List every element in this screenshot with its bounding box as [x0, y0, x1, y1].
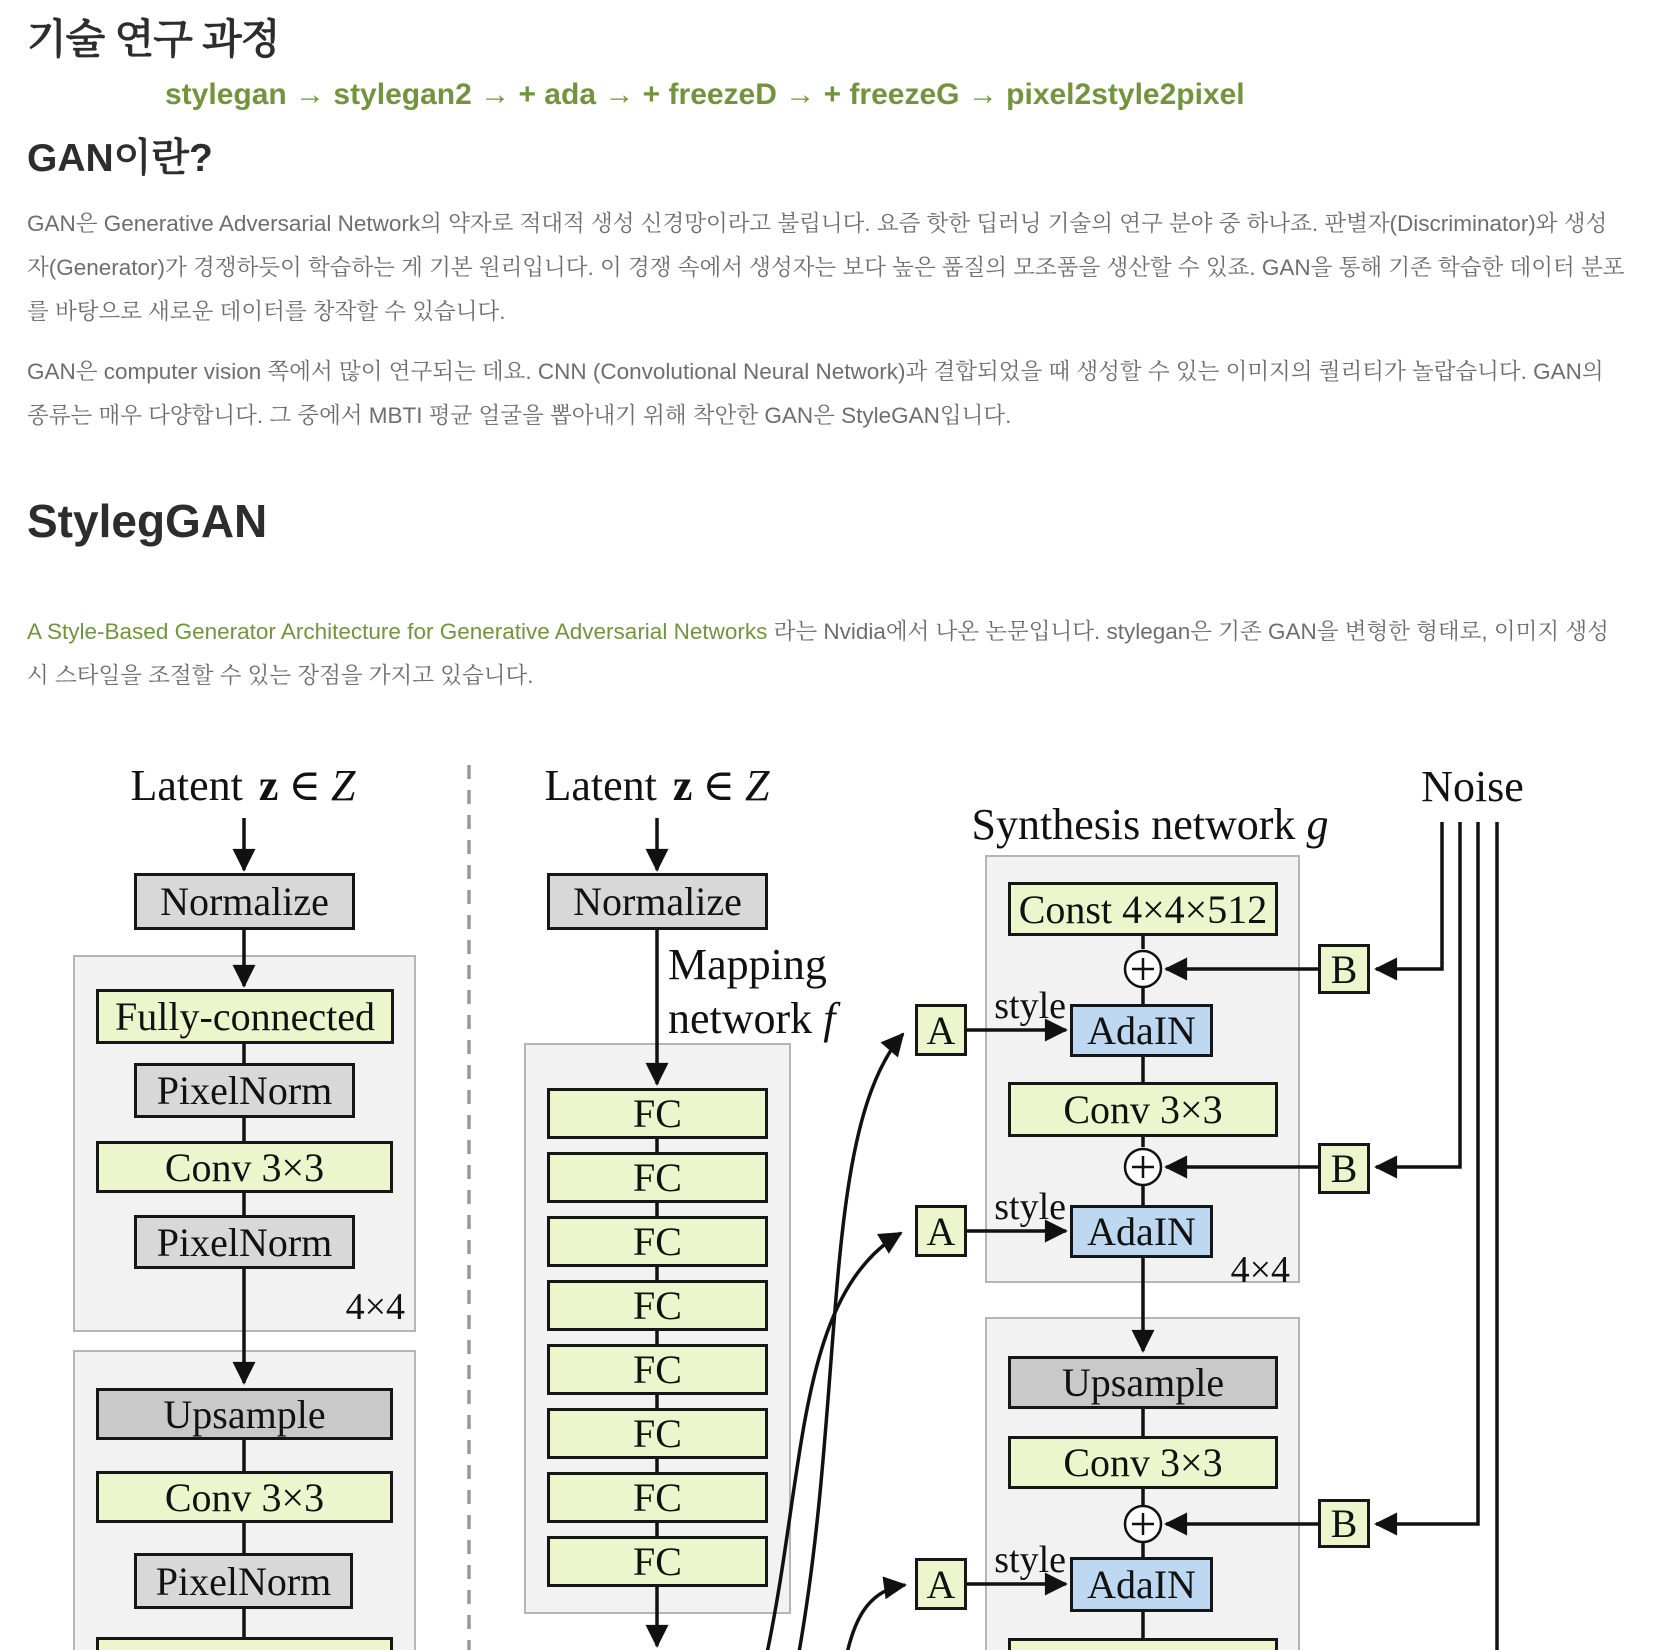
- box-b-3: B: [1318, 1499, 1370, 1548]
- page-title: 기술 연구 과정: [27, 16, 280, 62]
- box-adain-1: AdaIN: [1070, 1004, 1213, 1057]
- box-conv-right-1: Conv 3×3: [1008, 1082, 1278, 1137]
- box-conv-left-2: Conv 3×3: [96, 1471, 393, 1523]
- box-conv-right-3-cut: [1008, 1638, 1278, 1650]
- box-fc-8: FC: [547, 1536, 768, 1587]
- pipeline-text: stylegan → stylegan2 → + ada → + freezeD → + freezeG → pixel2style2pixel: [165, 78, 1245, 111]
- latent-label-left: Latent z ∈ Z: [130, 761, 356, 810]
- style-label-3: style: [994, 1539, 1066, 1581]
- box-conv-left-3-cut: [96, 1637, 393, 1650]
- resolution-label-left: 4×4: [345, 1286, 405, 1328]
- box-upsample-left: Upsample: [96, 1388, 393, 1440]
- box-fc-5: FC: [547, 1344, 768, 1395]
- paper-link[interactable]: A Style-Based Generator Architecture for Generative Adversarial Networks: [27, 619, 768, 644]
- stylegan-paragraph: [27, 610, 1627, 698]
- box-normalize-middle: Normalize: [547, 873, 768, 930]
- box-fc-3: FC: [547, 1216, 768, 1267]
- box-b-2: B: [1318, 1143, 1370, 1194]
- box-const: Const 4×4×512: [1008, 882, 1278, 936]
- box-conv-left-1: Conv 3×3: [96, 1141, 393, 1193]
- box-pixelnorm-3: PixelNorm: [134, 1553, 353, 1609]
- stylegan-architecture-figure[interactable]: [0, 700, 1670, 1650]
- style-label-2: style: [994, 1186, 1066, 1228]
- resolution-label-right: 4×4: [1230, 1249, 1290, 1291]
- box-fc-6: FC: [547, 1408, 768, 1459]
- box-adain-2: AdaIN: [1070, 1205, 1213, 1258]
- box-upsample-right: Upsample: [1008, 1356, 1278, 1409]
- gan-paragraph-2: GAN은 computer vision 쪽에서 많이 연구되는 데요. CNN (Convolutional Neural Network)과 결합되었을 때 생성할 수 있는 이미지의 퀄리티가 놀랍습니다. GAN의 종류는 매우 다양합니다. 그 중에서 MBTI 평균 얼굴을 뽑아내기 위해 착안한 GAN은 StyleGAN입니다.: [27, 359, 1604, 428]
- stylegan-paragraph-rest: 라는 Nvidia에서 나온 논문입니다. stylegan은 기존 GAN을 변형한 형태로, 이미지 생성 시 스타일을 조절할 수 있는 장점을 가지고 있습니다.: [27, 619, 1609, 688]
- synthesis-network-label: Synthesis network g: [971, 800, 1329, 849]
- section-heading-gan: GAN이란?: [27, 137, 213, 180]
- gan-paragraph-1: GAN은 Generative Adversarial Network의 약자로 적대적 생성 신경망이라고 불립니다. 요즘 핫한 딥러닝 기술의 연구 분야 중 하나죠. 판별자(Discriminator)와 생성자(Generator)가 경쟁하듯이 학습하는 게 기본 원리입니다. 이 경쟁 속에서 생성자는 보다 높은 품질의 모조품을 생산할 수 있죠. GAN을 통해 기존 학습한 데이터 분포를 바탕으로 새로운 데이터를 창작할 수 있습니다.: [27, 211, 1625, 324]
- box-pixelnorm-2: PixelNorm: [134, 1215, 355, 1269]
- box-pixelnorm-1: PixelNorm: [134, 1063, 355, 1118]
- box-fully-connected: Fully-connected: [96, 989, 394, 1044]
- box-conv-right-2: Conv 3×3: [1008, 1436, 1278, 1489]
- latent-label-middle: Latent z ∈ Z: [544, 761, 770, 810]
- box-a-2: A: [915, 1205, 967, 1257]
- style-label-1: style: [994, 985, 1066, 1027]
- box-fc-2: FC: [547, 1152, 768, 1203]
- box-a-1: A: [915, 1004, 967, 1056]
- box-fc-7: FC: [547, 1472, 768, 1523]
- section-heading-stylegan: StylegGAN: [27, 495, 268, 547]
- box-b-1: B: [1318, 944, 1370, 994]
- box-adain-3: AdaIN: [1070, 1557, 1213, 1612]
- box-normalize-left: Normalize: [134, 873, 355, 930]
- box-fc-4: FC: [547, 1280, 768, 1331]
- noise-label: Noise: [1421, 762, 1524, 811]
- mapping-network-label: Mapping network f: [668, 940, 836, 1043]
- box-fc-1: FC: [547, 1088, 768, 1139]
- box-a-3: A: [915, 1558, 967, 1610]
